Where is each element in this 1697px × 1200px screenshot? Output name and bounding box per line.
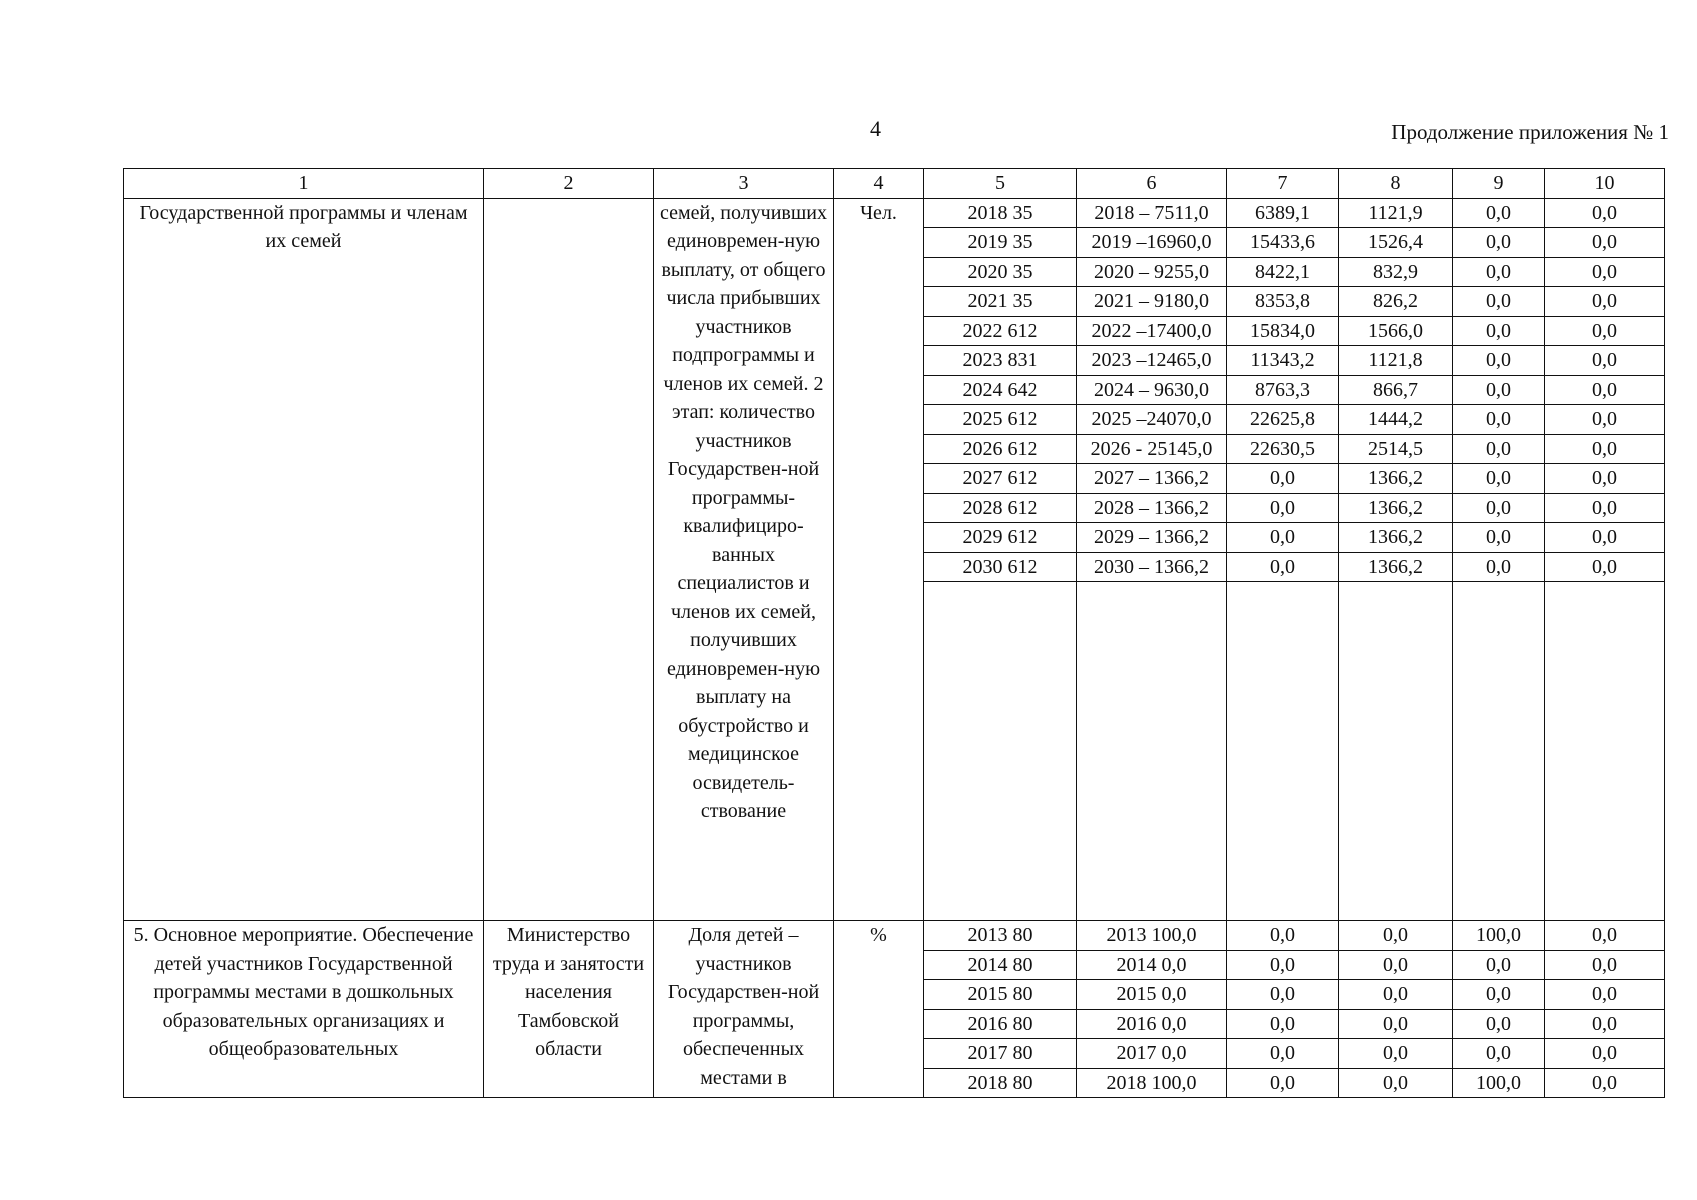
value-cell-9: 0,0 xyxy=(1453,523,1545,553)
value-cell-9: 100,0 xyxy=(1453,1068,1545,1098)
value-cell-10: 0,0 xyxy=(1545,346,1665,376)
value-cell-9: 0,0 xyxy=(1453,375,1545,405)
value-cell-8: 826,2 xyxy=(1339,287,1453,317)
value-cell-10: 0,0 xyxy=(1545,921,1665,951)
value-cell-6: 2021 – 9180,0 xyxy=(1077,287,1227,317)
value-cell-7: 0,0 xyxy=(1227,493,1339,523)
block2-executor-cell: Министерство труда и занятости населения Тамбовской области xyxy=(484,921,654,1098)
value-cell-9: 0,0 xyxy=(1453,980,1545,1010)
value-cell-6: 2018 – 7511,0 xyxy=(1077,198,1227,228)
value-cell-6: 2030 – 1366,2 xyxy=(1077,552,1227,582)
value-cell-9: 0,0 xyxy=(1453,316,1545,346)
value-cell-9: 0,0 xyxy=(1453,228,1545,258)
value-cell-8: 1121,8 xyxy=(1339,346,1453,376)
column-header-3: 3 xyxy=(654,169,834,199)
value-cell-8: 1366,2 xyxy=(1339,523,1453,553)
column-header-2: 2 xyxy=(484,169,654,199)
value-cell-6: 2017 0,0 xyxy=(1077,1039,1227,1069)
value-cell-10: 0,0 xyxy=(1545,257,1665,287)
value-cell-9: 0,0 xyxy=(1453,1039,1545,1069)
value-cell-6: 2028 – 1366,2 xyxy=(1077,493,1227,523)
empty-cell xyxy=(924,582,1077,921)
page-number: 4 xyxy=(870,116,881,141)
block1-unit-cell: Чел. xyxy=(834,198,924,921)
value-cell-5: 2015 80 xyxy=(924,980,1077,1010)
value-cell-7: 8763,3 xyxy=(1227,375,1339,405)
value-cell-5: 2022 612 xyxy=(924,316,1077,346)
value-cell-9: 0,0 xyxy=(1453,493,1545,523)
value-cell-9: 0,0 xyxy=(1453,950,1545,980)
value-cell-8: 1366,2 xyxy=(1339,464,1453,494)
value-cell-7: 0,0 xyxy=(1227,1009,1339,1039)
value-cell-8: 832,9 xyxy=(1339,257,1453,287)
value-cell-6: 2026 - 25145,0 xyxy=(1077,434,1227,464)
value-cell-9: 0,0 xyxy=(1453,287,1545,317)
value-cell-5: 2023 831 xyxy=(924,346,1077,376)
value-cell-5: 2019 35 xyxy=(924,228,1077,258)
block1-row xyxy=(124,198,1665,228)
value-cell-9: 0,0 xyxy=(1453,346,1545,376)
value-cell-9: 0,0 xyxy=(1453,257,1545,287)
value-cell-8: 0,0 xyxy=(1339,950,1453,980)
value-cell-6: 2019 –16960,0 xyxy=(1077,228,1227,258)
value-cell-7: 0,0 xyxy=(1227,552,1339,582)
value-cell-5: 2028 612 xyxy=(924,493,1077,523)
value-cell-8: 1444,2 xyxy=(1339,405,1453,435)
empty-cell xyxy=(1077,582,1227,921)
value-cell-7: 8353,8 xyxy=(1227,287,1339,317)
value-cell-7: 22630,5 xyxy=(1227,434,1339,464)
empty-cell xyxy=(1545,582,1665,921)
value-cell-6: 2029 – 1366,2 xyxy=(1077,523,1227,553)
column-header-7: 7 xyxy=(1227,169,1339,199)
value-cell-6: 2024 – 9630,0 xyxy=(1077,375,1227,405)
value-cell-10: 0,0 xyxy=(1545,464,1665,494)
value-cell-6: 2025 –24070,0 xyxy=(1077,405,1227,435)
value-cell-10: 0,0 xyxy=(1545,316,1665,346)
value-cell-8: 0,0 xyxy=(1339,1039,1453,1069)
value-cell-7: 0,0 xyxy=(1227,950,1339,980)
value-cell-9: 0,0 xyxy=(1453,1009,1545,1039)
value-cell-8: 1366,2 xyxy=(1339,552,1453,582)
empty-cell xyxy=(1227,582,1339,921)
block2-row xyxy=(124,921,1665,951)
value-cell-9: 0,0 xyxy=(1453,464,1545,494)
value-cell-10: 0,0 xyxy=(1545,228,1665,258)
value-cell-6: 2016 0,0 xyxy=(1077,1009,1227,1039)
value-cell-7: 0,0 xyxy=(1227,921,1339,951)
empty-cell xyxy=(1339,582,1453,921)
value-cell-10: 0,0 xyxy=(1545,434,1665,464)
value-cell-8: 1566,0 xyxy=(1339,316,1453,346)
value-cell-7: 6389,1 xyxy=(1227,198,1339,228)
value-cell-9: 0,0 xyxy=(1453,552,1545,582)
value-cell-10: 0,0 xyxy=(1545,493,1665,523)
data-table xyxy=(123,168,1665,1098)
value-cell-5: 2026 612 xyxy=(924,434,1077,464)
column-header-10: 10 xyxy=(1545,169,1665,199)
value-cell-10: 0,0 xyxy=(1545,1009,1665,1039)
value-cell-8: 1121,9 xyxy=(1339,198,1453,228)
value-cell-6: 2020 – 9255,0 xyxy=(1077,257,1227,287)
empty-cell xyxy=(1453,582,1545,921)
value-cell-5: 2024 642 xyxy=(924,375,1077,405)
column-header-9: 9 xyxy=(1453,169,1545,199)
value-cell-5: 2030 612 xyxy=(924,552,1077,582)
value-cell-10: 0,0 xyxy=(1545,375,1665,405)
value-cell-6: 2014 0,0 xyxy=(1077,950,1227,980)
value-cell-8: 2514,5 xyxy=(1339,434,1453,464)
column-header-5: 5 xyxy=(924,169,1077,199)
column-number-header-row xyxy=(124,169,1665,199)
appendix-continuation-header: Продолжение приложения № 1 xyxy=(1391,120,1669,144)
value-cell-7: 15834,0 xyxy=(1227,316,1339,346)
value-cell-10: 0,0 xyxy=(1545,405,1665,435)
column-header-1: 1 xyxy=(124,169,484,199)
value-cell-5: 2017 80 xyxy=(924,1039,1077,1069)
value-cell-5: 2014 80 xyxy=(924,950,1077,980)
value-cell-5: 2027 612 xyxy=(924,464,1077,494)
value-cell-10: 0,0 xyxy=(1545,287,1665,317)
block2-indicator-description-cell: Доля детей – участников Государствен-ной программы, обеспеченных местами в xyxy=(654,921,834,1098)
value-cell-8: 0,0 xyxy=(1339,980,1453,1010)
value-cell-5: 2029 612 xyxy=(924,523,1077,553)
block2-program-name-cell: 5. Основное мероприятие. Обеспечение детей участников Государственной программы местами в дошкольных образовательных организациях и общеобразовательных xyxy=(124,921,484,1098)
value-cell-7: 11343,2 xyxy=(1227,346,1339,376)
value-cell-10: 0,0 xyxy=(1545,950,1665,980)
value-cell-9: 0,0 xyxy=(1453,434,1545,464)
value-cell-6: 2022 –17400,0 xyxy=(1077,316,1227,346)
value-cell-7: 0,0 xyxy=(1227,523,1339,553)
value-cell-5: 2021 35 xyxy=(924,287,1077,317)
value-cell-10: 0,0 xyxy=(1545,552,1665,582)
value-cell-8: 0,0 xyxy=(1339,1009,1453,1039)
value-cell-8: 0,0 xyxy=(1339,921,1453,951)
block1-program-name-cell: Государственной программы и членам их семей xyxy=(124,198,484,921)
block1-indicator-description-cell: семей, получивших единовремен-ную выплату, от общего числа прибывших участников подпрограммы и членов их семей. 2 этап: количество участников Государствен-ной программы-квалифициро-ванных специалистов и членов их семей, получивших единовремен-ную выплату на обустройство и медицинское освидетель-ствование xyxy=(654,198,834,921)
value-cell-7: 15433,6 xyxy=(1227,228,1339,258)
value-cell-5: 2025 612 xyxy=(924,405,1077,435)
value-cell-8: 1366,2 xyxy=(1339,493,1453,523)
value-cell-5: 2013 80 xyxy=(924,921,1077,951)
column-header-4: 4 xyxy=(834,169,924,199)
value-cell-7: 8422,1 xyxy=(1227,257,1339,287)
value-cell-5: 2020 35 xyxy=(924,257,1077,287)
value-cell-10: 0,0 xyxy=(1545,198,1665,228)
value-cell-8: 0,0 xyxy=(1339,1068,1453,1098)
value-cell-6: 2013 100,0 xyxy=(1077,921,1227,951)
value-cell-6: 2018 100,0 xyxy=(1077,1068,1227,1098)
value-cell-7: 0,0 xyxy=(1227,1039,1339,1069)
value-cell-7: 0,0 xyxy=(1227,980,1339,1010)
value-cell-7: 22625,8 xyxy=(1227,405,1339,435)
value-cell-5: 2018 35 xyxy=(924,198,1077,228)
value-cell-6: 2027 – 1366,2 xyxy=(1077,464,1227,494)
value-cell-9: 0,0 xyxy=(1453,405,1545,435)
block1-executor-cell xyxy=(484,198,654,921)
column-header-6: 6 xyxy=(1077,169,1227,199)
value-cell-10: 0,0 xyxy=(1545,1068,1665,1098)
value-cell-10: 0,0 xyxy=(1545,1039,1665,1069)
value-cell-6: 2015 0,0 xyxy=(1077,980,1227,1010)
value-cell-10: 0,0 xyxy=(1545,980,1665,1010)
value-cell-8: 1526,4 xyxy=(1339,228,1453,258)
value-cell-8: 866,7 xyxy=(1339,375,1453,405)
value-cell-6: 2023 –12465,0 xyxy=(1077,346,1227,376)
value-cell-5: 2018 80 xyxy=(924,1068,1077,1098)
block2-unit-cell: % xyxy=(834,921,924,1098)
value-cell-9: 0,0 xyxy=(1453,198,1545,228)
value-cell-5: 2016 80 xyxy=(924,1009,1077,1039)
value-cell-7: 0,0 xyxy=(1227,464,1339,494)
column-header-8: 8 xyxy=(1339,169,1453,199)
value-cell-7: 0,0 xyxy=(1227,1068,1339,1098)
value-cell-9: 100,0 xyxy=(1453,921,1545,951)
value-cell-10: 0,0 xyxy=(1545,523,1665,553)
